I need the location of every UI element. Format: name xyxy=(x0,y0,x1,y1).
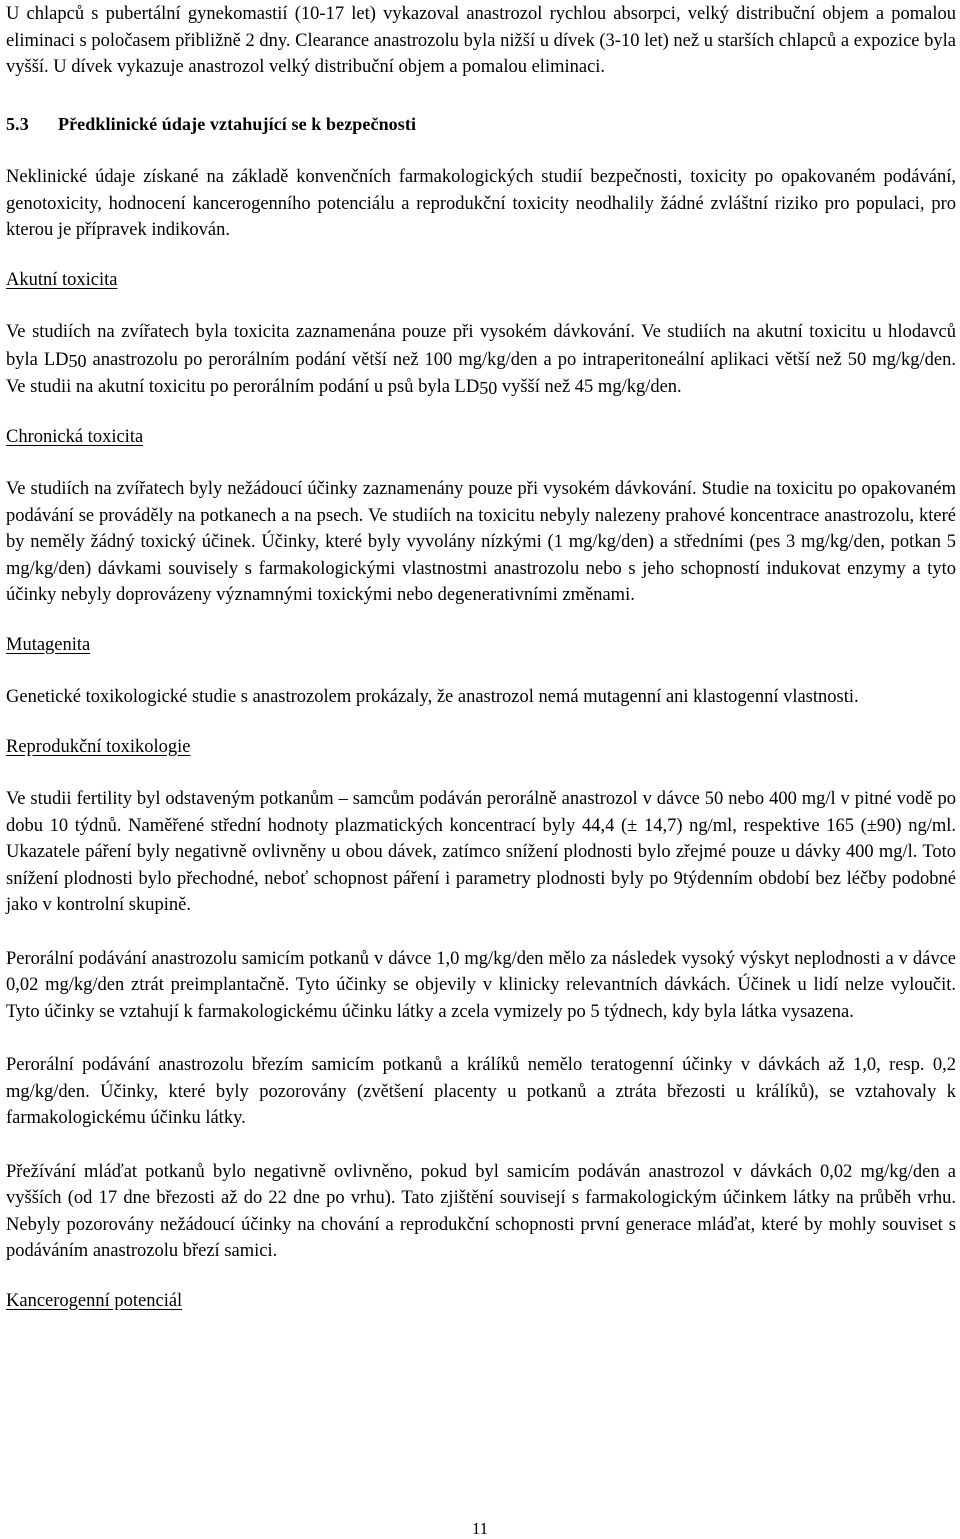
acute-text-b: anastrozolu po perorálním podání větší než 100 mg/kg/den a po intraperitoneální aplikaci větší než 50 mg/kg/den. Ve studii na akutní toxicitu po perorálním podání u psů byla LD xyxy=(6,349,956,397)
reproductive-paragraph-1: Ve studii fertility byl odstaveným potkanům – samcům podáván perorálně anastrozol v dávce 50 nebo 400 mg/l v pitné vodě po dobu 10 týdnů. Naměřené střední hodnoty plazmatických koncentrací byly 44,4 (± 14,7) ng/ml, respektive 165 (±90) ng/ml. Ukazatele páření byly negativně ovlivněny u obou dávek, zatímco snížení plodnosti bylo zřejmé pouze u dávky 400 mg/l. Toto snížení plodnosti bylo přechodné, neboť schopnost páření i parametry plodnosti byly po 9týdenním období bez léčby podobné jako v kontrolní skupině. xyxy=(6,789,956,915)
section-heading xyxy=(6,111,956,138)
section-title: Předklinické údaje vztahující se k bezpečnosti xyxy=(58,113,417,134)
carcinogenic-potential-heading: Kancerogenní potenciál xyxy=(6,1290,183,1311)
intro-paragraph: U chlapců s pubertální gynekomastií (10-17 let) vykazoval anastrozol rychlou absorpci, velký distribuční objem a pomalou eliminaci s poločasem přibližně 2 dny. Clearance anastrozolu byla nižší u dívek (3-10 let) než u starších chlapců a expozice byla vyšší. U dívek vykazuje anastrozol velký distribuční objem a pomalou eliminaci. xyxy=(6,4,956,77)
section-intro-paragraph: Neklinické údaje získané na základě konvenčních farmakologických studií bezpečnosti, toxicity po opakovaném podávání, genotoxicity, hodnocení kancerogenního potenciálu a reprodukční toxicity neodhalily žádné zvláštní riziko pro populaci, pro kterou je přípravek indikován. xyxy=(6,167,956,240)
document-page xyxy=(6,0,956,1314)
page-number: 11 xyxy=(471,1519,489,1538)
mutagenicity-paragraph: Genetické toxikologické studie s anastrozolem prokázaly, že anastrozol nemá mutagenní ani klastogenní vlastnosti. xyxy=(6,687,859,707)
section-number: 5.3 xyxy=(6,113,29,134)
chronic-toxicity-paragraph: Ve studiích na zvířatech byly nežádoucí účinky zaznamenány pouze při vysokém dávkování. Studie na toxicitu po opakovaném podávání se prováděly na potkanech a na psech. Ve studiích na toxicitu nebyly nalezeny prahové koncentrace anastrozolu, které by neměly žádný toxický účinek. Účinky, které byly vyvolány nízkými (1 mg/kg/den) a středními (pes 3 mg/kg/den, potkan 5 mg/kg/den) dávkami souvisely s farmakologickými vlastnostmi anastrozolu nebo s jeho schopností indukovat enzymy a tyto účinky nebyly doprovázeny významnými toxickými nebo degenerativními změnami. xyxy=(6,479,956,605)
acute-toxicity-heading: Akutní toxicita xyxy=(6,269,118,290)
reproductive-paragraph-2: Perorální podávání anastrozolu samicím potkanů v dávce 1,0 mg/kg/den mělo za následek vysoký výskyt neplodnosti a v dávce 0,02 mg/kg/den ztrát preimplantačně. Tyto účinky se objevily v klinicky relevantních dávkách. Účinek u lidí nelze vyloučit. Tyto účinky se vztahují k farmakologickému účinku látky a zcela vymizely po 5 týdnech, kdy byla látka vysazena. xyxy=(6,948,956,1022)
chronic-toxicity-heading: Chronická toxicita xyxy=(6,426,144,447)
acute-toxicity-paragraph xyxy=(6,319,956,401)
ld50-subscript-1: 50 xyxy=(68,350,87,371)
reproductive-paragraph-4: Přežívání mláďat potkanů bylo negativně ovlivněno, pokud byl samicím podáván anastrozol v dávkách 0,02 mg/kg/den a vyšších (od 17 dne březosti až do 22 dne po vrhu). Tato zjištění souvisejí s farmakologickým účinkem látky na průběh vrhu. Nebyly pozorovány nežádoucí účinky na chování a reprodukční schopnosti první generace mláďat, které by mohly souviset s podáváním anastrozolu březí samici. xyxy=(6,1161,956,1261)
mutagenicity-heading: Mutagenita xyxy=(6,634,91,655)
acute-text-c: vyšší než 45 mg/kg/den. xyxy=(497,377,682,397)
reproductive-paragraph-3: Perorální podávání anastrozolu březím samicím potkanů a králíků nemělo teratogenní účinky v dávkách až 1,0, resp. 0,2 mg/kg/den. Účinky, které byly pozorovány (zvětšení placenty u potkanů a ztráta březosti u králíků), se vztahovaly k farmakologickému účinku látky. xyxy=(6,1055,956,1128)
reproductive-toxicology-heading: Reprodukční toxikologie xyxy=(6,736,191,757)
acute-text-a: Ve studiích na zvířatech byla toxicita zaznamenána pouze při vysokém dávkování. Ve studiích na akutní toxicitu u hlodavců byla LD xyxy=(6,322,956,370)
ld50-subscript-2: 50 xyxy=(479,378,498,398)
